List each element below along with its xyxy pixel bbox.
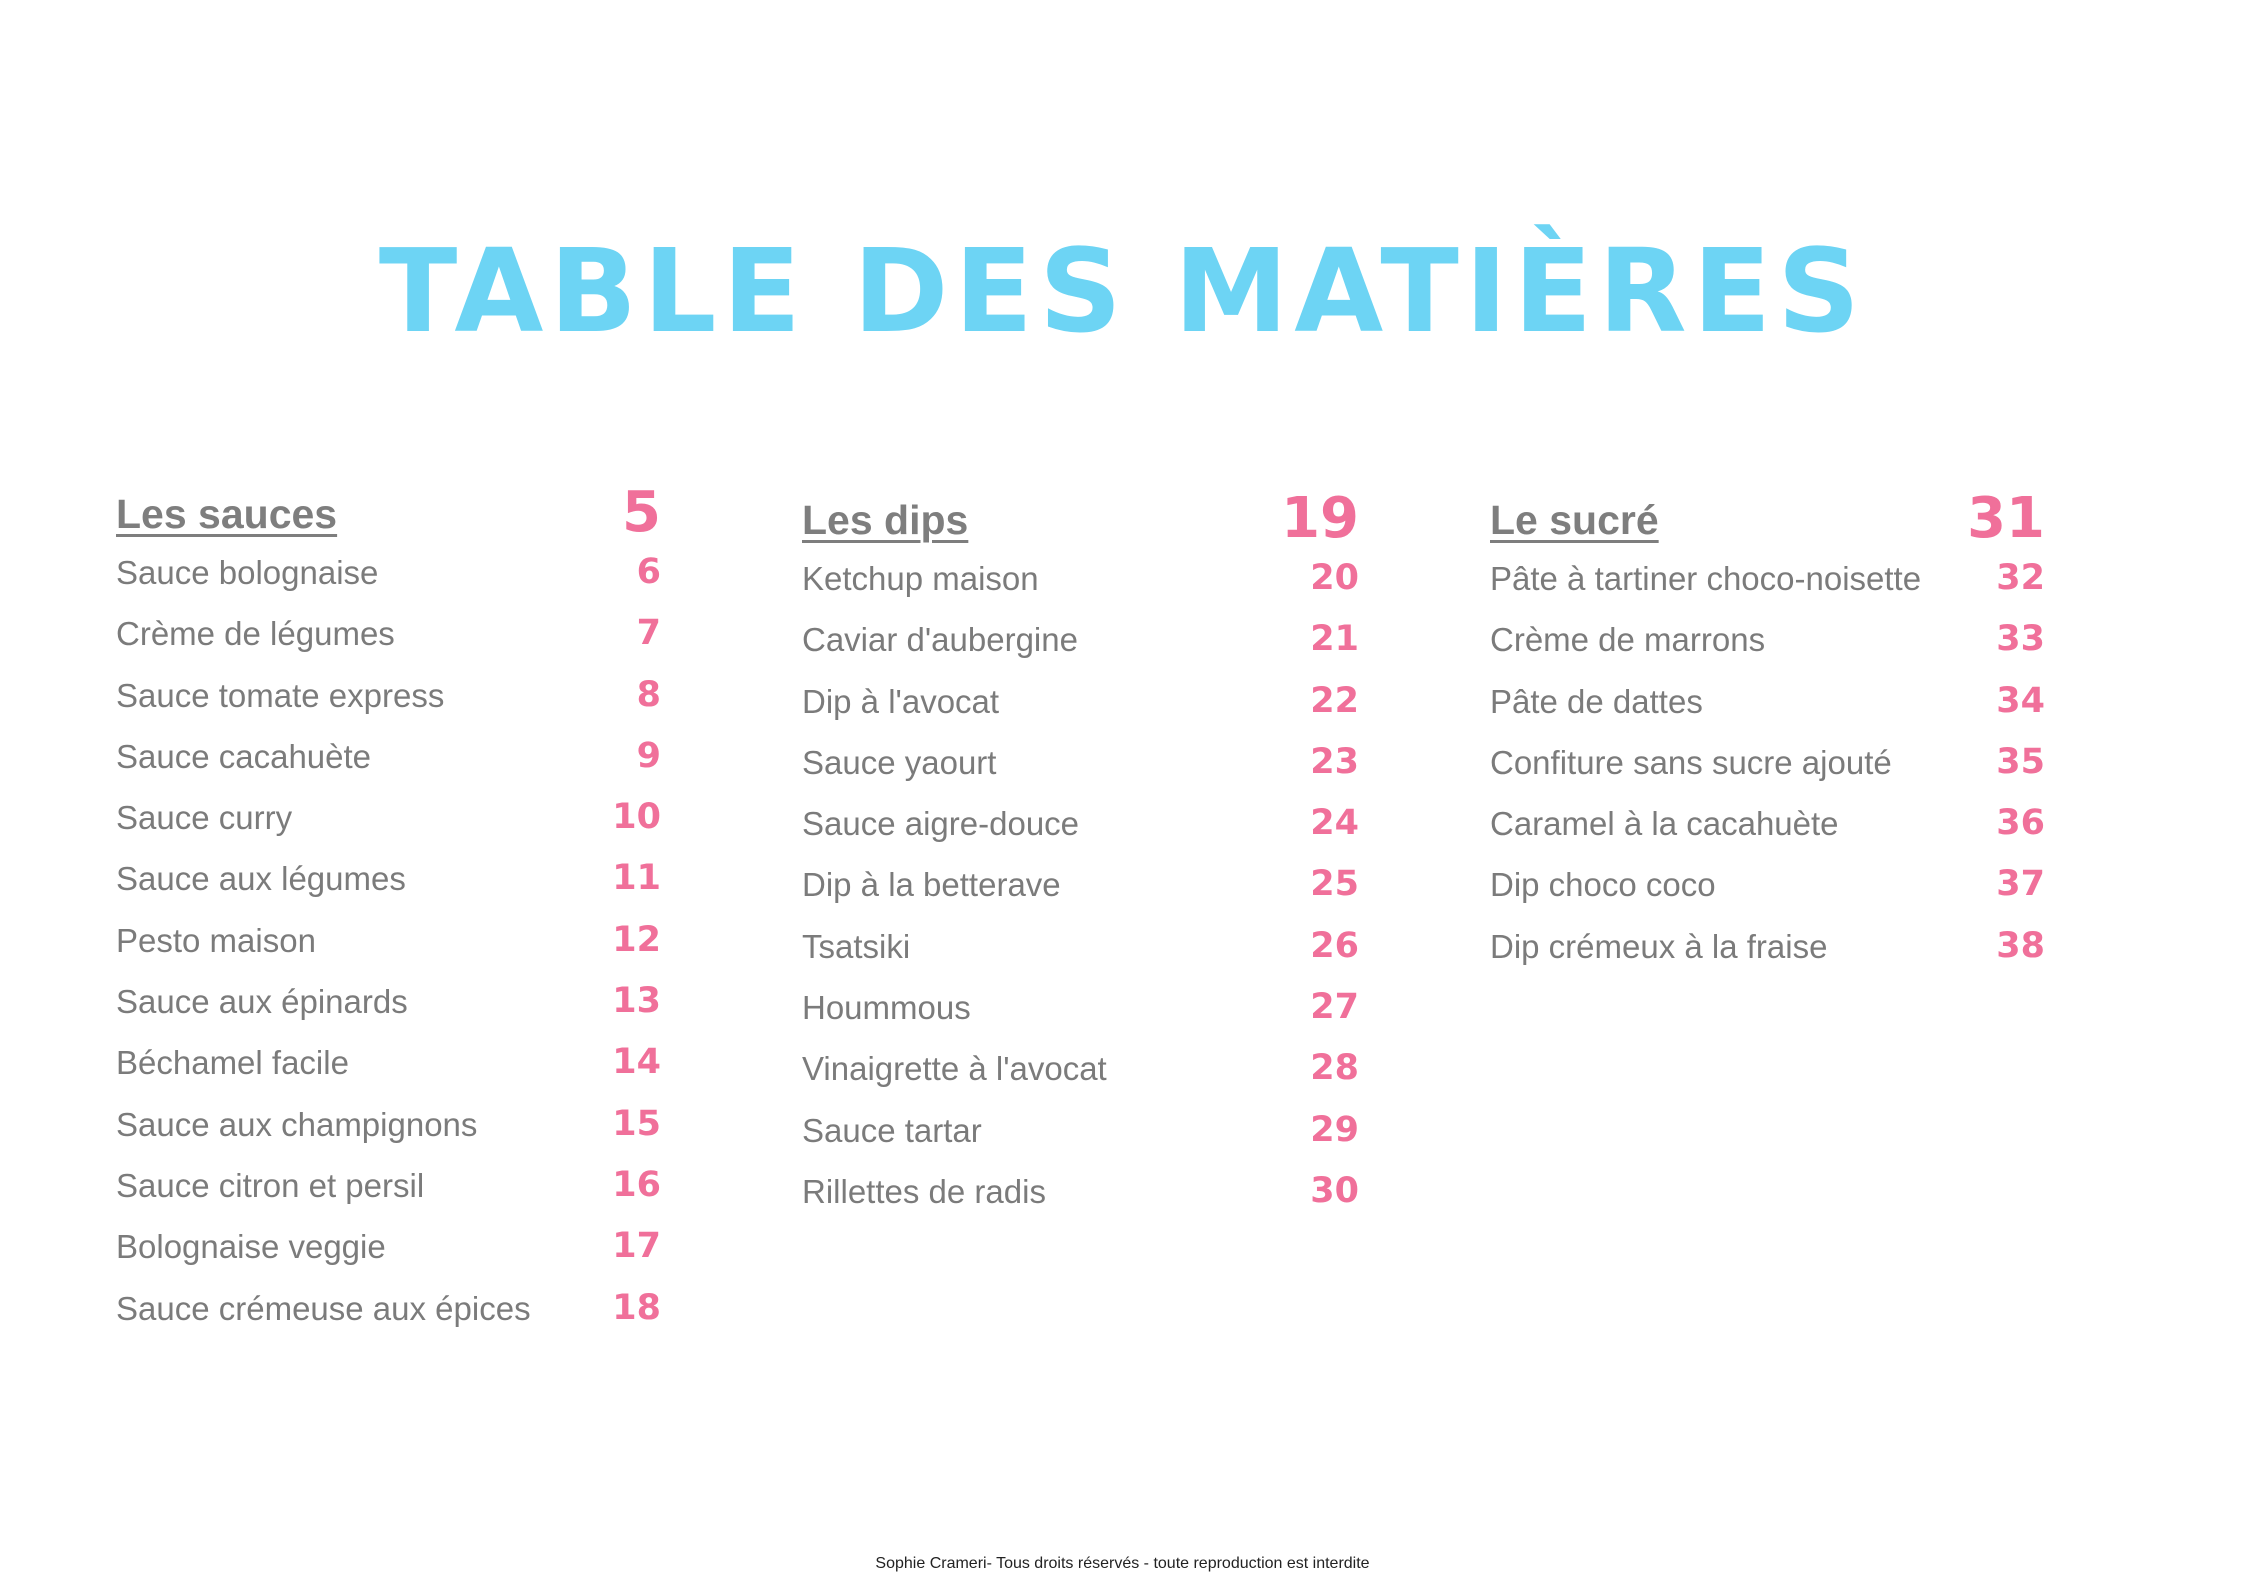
toc-entry-page-number: 8 — [636, 674, 661, 715]
toc-entry-page-number: 29 — [1310, 1109, 1359, 1150]
entry-list — [116, 546, 661, 1343]
toc-entry — [802, 736, 1359, 797]
toc-entry — [802, 981, 1359, 1042]
toc-entry-label: Crème de marrons — [1490, 621, 1766, 659]
toc-entry — [1490, 552, 2045, 613]
toc-entry-page-number: 10 — [612, 797, 661, 838]
toc-entry-label: Pâte de dattes — [1490, 682, 1703, 720]
toc-entry — [802, 858, 1359, 919]
toc-entry-label: Sauce yaourt — [802, 743, 997, 781]
toc-entry-label: Caviar d'aubergine — [802, 621, 1078, 659]
toc-entry-label: Dip choco coco — [1490, 866, 1716, 904]
toc-entry-page-number: 25 — [1310, 864, 1359, 905]
toc-entry — [802, 920, 1359, 981]
copyright-footer: Sophie Crameri- Tous droits réservés - toute reproduction est interdite — [875, 1555, 1370, 1572]
toc-entry — [116, 1098, 661, 1159]
toc-entry-page-number: 37 — [1996, 864, 2045, 905]
toc-entry — [802, 797, 1359, 858]
toc-entry — [802, 1104, 1359, 1165]
section-page-number: 5 — [622, 480, 661, 545]
toc-entry-page-number: 7 — [636, 613, 661, 654]
toc-entry-label: Dip à la betterave — [802, 866, 1061, 904]
toc-entry-page-number: 30 — [1310, 1170, 1359, 1211]
section-title: Les dips — [802, 497, 969, 543]
toc-entry-label: Sauce aux épinards — [116, 983, 408, 1021]
toc-entry-page-number: 32 — [1996, 558, 2045, 598]
toc-entry — [116, 852, 661, 913]
toc-entry-label: Vinaigrette à l'avocat — [802, 1050, 1107, 1088]
toc-entry — [116, 1282, 661, 1343]
section-title: Les sauces — [116, 491, 338, 537]
toc-entry — [802, 613, 1359, 674]
toc-entry-page-number: 22 — [1310, 680, 1359, 721]
toc-entry-page-number: 23 — [1310, 741, 1359, 782]
toc-entry-label: Sauce tomate express — [116, 676, 445, 714]
toc-entry — [116, 791, 661, 852]
toc-entry-page-number: 16 — [612, 1164, 661, 1205]
toc-entry — [116, 669, 661, 730]
toc-entry — [802, 1165, 1359, 1226]
toc-entry — [116, 975, 661, 1036]
toc-entry-page-number: 26 — [1310, 925, 1359, 966]
toc-entry-label: Sauce bolognaise — [116, 554, 379, 591]
section-title: Le sucré — [1490, 497, 1659, 543]
toc-entry-label: Tsatsiki — [802, 927, 911, 965]
toc-entry-label: Sauce aux légumes — [116, 860, 406, 898]
toc-entry-label: Sauce curry — [116, 799, 293, 837]
toc-entry-page-number: 13 — [612, 981, 661, 1022]
toc-entry-label: Confiture sans sucre ajouté — [1490, 743, 1892, 781]
toc-entry-label: Sauce aigre-douce — [802, 805, 1080, 843]
toc-entry-label: Pesto maison — [116, 921, 316, 959]
toc-entry-label: Caramel à la cacahuète — [1490, 805, 1839, 843]
toc-entry-page-number: 34 — [1996, 680, 2045, 721]
toc-entry-label: Sauce aux champignons — [116, 1105, 478, 1143]
toc-entry — [116, 1036, 661, 1097]
toc-entry-label: Bolognaise veggie — [116, 1228, 386, 1266]
toc-entry-label: Sauce cacahuète — [116, 737, 372, 775]
page-title: TABLE DES MATIÈRES — [378, 225, 1867, 359]
toc-entry-label: Sauce crémeuse aux épices — [116, 1289, 531, 1327]
toc-entry — [1490, 613, 2045, 674]
toc-entry — [116, 730, 661, 791]
toc-entry-label: Dip crémeux à la fraise — [1490, 927, 1828, 965]
toc-entry-label: Ketchup maison — [802, 560, 1039, 597]
toc-entry-label: Pâte à tartiner choco-noisette — [1490, 560, 1922, 597]
toc-section-dips — [802, 480, 1359, 1226]
toc-entry-label: Rillettes de radis — [802, 1172, 1046, 1210]
toc-entry-page-number: 15 — [612, 1103, 661, 1144]
toc-entry-label: Crème de légumes — [116, 615, 395, 653]
toc-entry — [116, 1159, 661, 1220]
toc-entry-page-number: 33 — [1996, 619, 2045, 660]
toc-entry-page-number: 9 — [636, 735, 661, 776]
toc-entry-page-number: 18 — [612, 1287, 661, 1328]
toc-entry-label: Béchamel facile — [116, 1044, 349, 1082]
toc-entry-page-number: 12 — [612, 919, 661, 960]
toc-entry — [802, 552, 1359, 613]
toc-entry-page-number: 11 — [612, 858, 661, 899]
toc-entry — [1490, 858, 2045, 919]
toc-entry-page-number: 24 — [1310, 803, 1359, 844]
toc-entry-page-number: 6 — [636, 552, 661, 592]
section-page-number: 19 — [1281, 486, 1359, 551]
entry-list — [802, 552, 1359, 1226]
toc-entry — [116, 546, 661, 607]
toc-entry-page-number: 21 — [1310, 619, 1359, 660]
toc-section-sauces — [116, 480, 661, 1343]
toc-entry-page-number: 35 — [1996, 741, 2045, 782]
section-page-number: 31 — [1967, 486, 2045, 551]
section-header — [116, 480, 661, 546]
toc-entry-page-number: 14 — [612, 1042, 661, 1083]
toc-entry-label: Sauce citron et persil — [116, 1166, 425, 1204]
toc-entry-page-number: 28 — [1310, 1048, 1359, 1089]
toc-entry-page-number: 38 — [1996, 925, 2045, 966]
toc-section-sucre — [1490, 480, 2045, 981]
toc-entry — [1490, 920, 2045, 981]
toc-entry — [116, 1220, 661, 1281]
toc-entry-page-number: 17 — [612, 1226, 661, 1267]
entry-list — [1490, 552, 2045, 981]
toc-entry-label: Hoummous — [802, 989, 971, 1027]
toc-entry-label: Sauce tartar — [802, 1111, 982, 1149]
toc-entry-label: Dip à l'avocat — [802, 682, 1000, 720]
section-header — [1490, 480, 2045, 552]
toc-entry — [1490, 797, 2045, 858]
toc-entry — [802, 1042, 1359, 1103]
section-header — [802, 480, 1359, 552]
toc-entry-page-number: 20 — [1310, 558, 1359, 598]
toc-entry — [1490, 675, 2045, 736]
toc-entry — [802, 675, 1359, 736]
toc-entry-page-number: 36 — [1996, 803, 2045, 844]
toc-entry — [116, 914, 661, 975]
toc-entry — [1490, 736, 2045, 797]
toc-entry-page-number: 27 — [1310, 987, 1359, 1028]
toc-entry — [116, 607, 661, 668]
